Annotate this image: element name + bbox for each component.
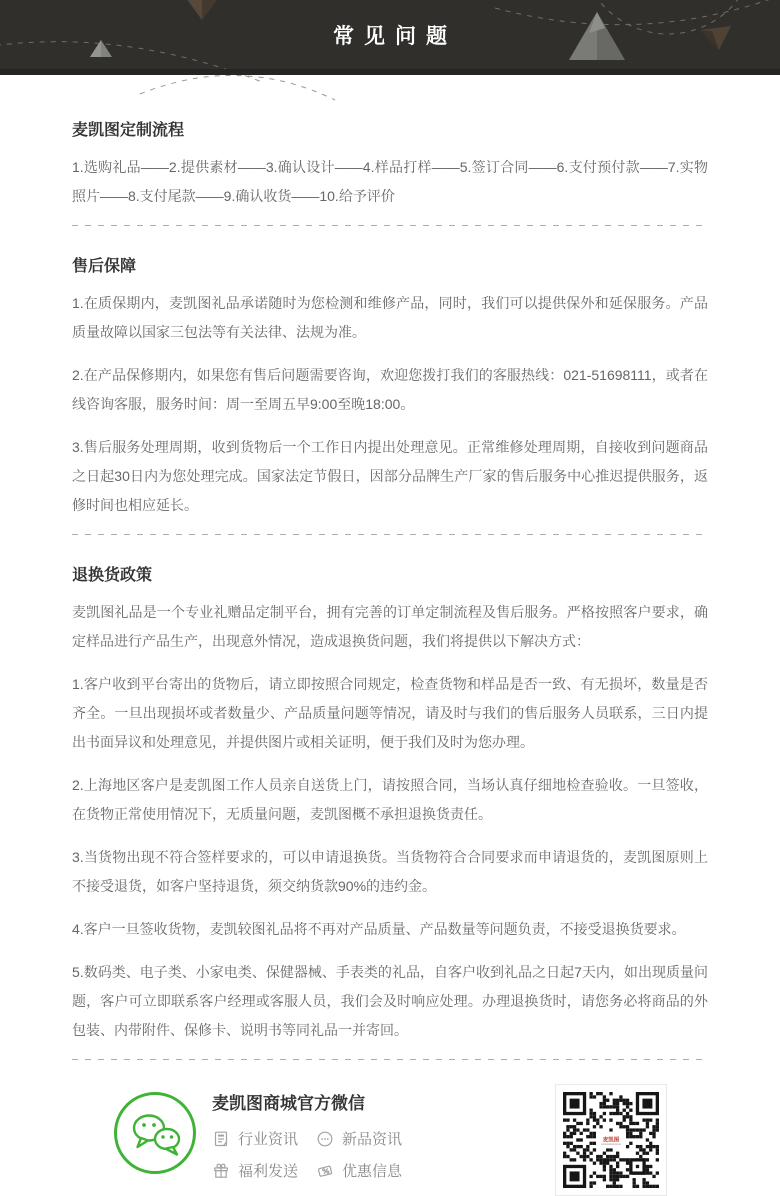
- feature-label: 新品资讯: [342, 1131, 403, 1148]
- wechat-info: [212, 1084, 402, 1181]
- content: [0, 75, 780, 1060]
- feature-item-new-products: [316, 1128, 402, 1149]
- page-banner: [0, 0, 780, 75]
- paragraph: 3.售后服务处理周期，收到货物后一个工作日内提出处理意见。正常维修处理周期，自接收到问题商品之日起30日内为您处理完成。国家法定节假日，因部分品牌生产厂家的售后服务中心推迟提供服务，返修时间也相应延长。: [72, 439, 708, 513]
- paragraph: 1.客户收到平台寄出的货物后，请立即按照合同规定，检查货物和样品是否一致、有无损坏，数量是否齐全。一旦出现损坏或者数量少、产品质量问题等情况，请及时与我们的售后服务人员联系，三日内提出书面异议和处理意见，并提供图片或相关证明，便于我们及时为您办理。: [72, 676, 708, 750]
- section-heading: 退换货政策: [72, 567, 153, 584]
- feature-label: 福利发送: [238, 1163, 299, 1180]
- page-title: 常见问题: [333, 25, 457, 48]
- paragraph: 麦凯图礼品是一个专业礼赠品定制平台，拥有完善的订单定制流程及售后服务。严格按照客户要求，确定样品进行产品生产，出现意外情况，造成退换货问题，我们将提供以下解决方式：: [72, 604, 708, 649]
- section-heading: 售后保障: [72, 258, 137, 275]
- wechat-footer: [113, 1084, 667, 1196]
- svg-text:麦凯图: 麦凯图: [602, 1137, 620, 1144]
- feature-item-discounts: [316, 1160, 402, 1181]
- gift-icon: [212, 1162, 230, 1180]
- paragraph: 3.当货物出现不符合签样要求的，可以申请退换货。当货物符合合同要求而申请退货的，麦凯图原则上不接受退货，如客户坚持退货，须交纳货款90%的违约金。: [72, 849, 708, 894]
- wechat-feature-grid: [212, 1128, 402, 1181]
- feature-item-benefits: [212, 1160, 298, 1181]
- wechat-logo-icon: [113, 1091, 197, 1175]
- qr-code: [555, 1084, 667, 1196]
- wechat-title: 麦凯图商城官方微信: [212, 1094, 365, 1113]
- new-badge-icon: [316, 1130, 334, 1148]
- qr-code-image: [563, 1092, 659, 1188]
- section-after-sales: [72, 226, 708, 520]
- paragraph: 2.在产品保修期内，如果您有售后问题需要咨询，欢迎您拨打我们的客服热线：021-51698111，或者在线咨询客服，服务时间：周一至周五早9:00至晚18:00。: [72, 367, 708, 412]
- discount-tag-icon: [316, 1162, 334, 1180]
- section-heading: 麦凯图定制流程: [72, 122, 185, 139]
- paragraph: 4.客户一旦签收货物，麦凯较图礼品将不再对产品质量、产品数量等问题负责，不接受退换货要求。: [72, 921, 686, 937]
- paragraph: 5.数码类、电子类、小家电类、保健器械、手表类的礼品，自客户收到礼品之日起7天内，如出现质量问题，客户可立即联系客户经理或客服人员，我们会及时响应处理。办理退换货时，请您务必将商品的外包装、内带附件、保修卡、说明书等同礼品一并寄回。: [72, 964, 708, 1038]
- feature-item-industry-news: [212, 1128, 298, 1149]
- feature-label: 行业资讯: [238, 1131, 299, 1148]
- section-custom-process: [72, 75, 708, 211]
- paragraph: 1.选购礼品——2.提供素材——3.确认设计——4.样品打样——5.签订合同——6.支付预付款——7.实物照片——8.支付尾款——9.确认收货——10.给予评价: [72, 159, 708, 204]
- news-doc-icon: [212, 1130, 230, 1148]
- dashed-divider: [72, 1059, 708, 1060]
- paragraph: 1.在质保期内，麦凯图礼品承诺随时为您检测和维修产品，同时，我们可以提供保外和延保服务。产品质量故障以国家三包法等有关法律、法规为准。: [72, 295, 708, 340]
- feature-label: 优惠信息: [342, 1163, 403, 1180]
- section-return-policy: [72, 535, 708, 1045]
- paragraph: 2.上海地区客户是麦凯图工作人员亲自送货上门，请按照合同，当场认真仔细地检查验收。一旦签收，在货物正常使用情况下，无质量问题，麦凯图概不承担退换货责任。: [72, 777, 708, 822]
